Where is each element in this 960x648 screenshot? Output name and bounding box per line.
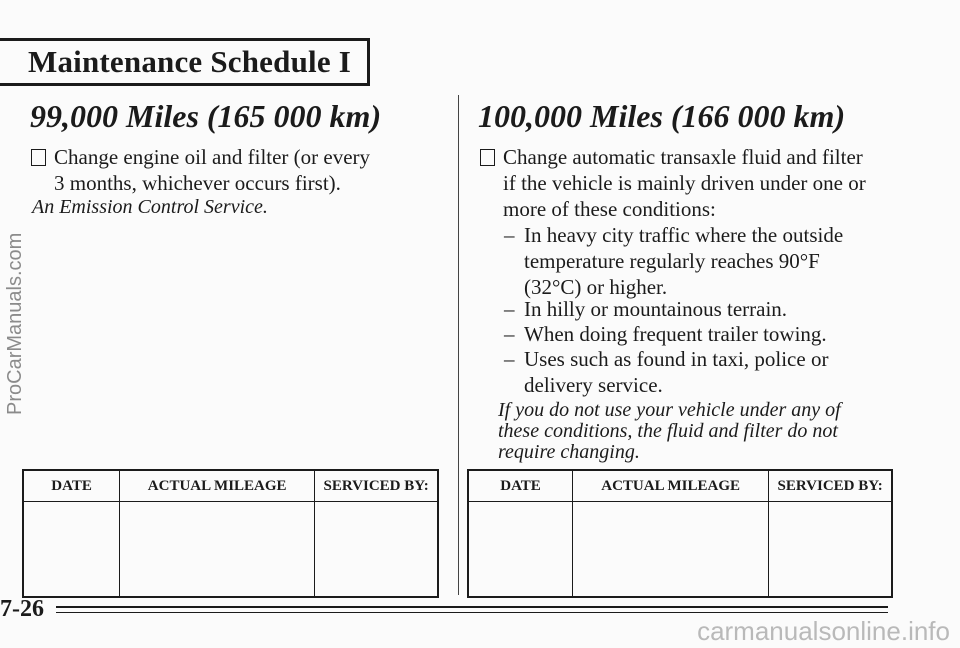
- condition-1-line1: In heavy city traffic where the outside: [524, 223, 844, 247]
- serviced-by-column-header: SERVICED BY:: [769, 470, 892, 502]
- footer-rule: [56, 606, 888, 608]
- serviced-by-column-header: SERVICED BY:: [315, 470, 438, 502]
- serviced-by-entry-cell[interactable]: [769, 502, 892, 598]
- right-note-line3: require changing.: [498, 441, 640, 463]
- bottom-watermark: carmanualsonline.info: [697, 616, 950, 646]
- date-entry-cell[interactable]: [23, 502, 120, 598]
- date-column-header: DATE: [23, 470, 120, 502]
- condition-3: When doing frequent trailer towing.: [524, 322, 827, 346]
- mileage-column-header: ACTUAL MILEAGE: [120, 470, 315, 502]
- condition-4-line1: Uses such as found in taxi, police or: [524, 347, 829, 371]
- condition-2: In hilly or mountainous terrain.: [524, 297, 788, 321]
- right-item-line3: more of these conditions:: [503, 197, 716, 221]
- left-item-line2: 3 months, whichever occurs first).: [54, 171, 341, 195]
- dash-icon: –: [504, 347, 515, 371]
- checkbox-icon: [31, 149, 46, 166]
- left-service-log-table: [22, 469, 439, 598]
- condition-4-line2: delivery service.: [524, 373, 663, 397]
- dash-icon: –: [504, 322, 515, 346]
- mileage-column-header: ACTUAL MILEAGE: [573, 470, 769, 502]
- date-column-header: DATE: [468, 470, 573, 502]
- condition-1-line3: (32°C) or higher.: [524, 275, 668, 299]
- dash-icon: –: [504, 297, 515, 321]
- right-service-log-table: [467, 469, 893, 598]
- condition-1-line2: temperature regularly reaches 90°F: [524, 249, 820, 273]
- mileage-entry-cell[interactable]: [120, 502, 315, 598]
- dash-icon: –: [504, 223, 515, 247]
- page-title: Maintenance Schedule I: [28, 44, 352, 79]
- serviced-by-entry-cell[interactable]: [315, 502, 438, 598]
- right-item-line2: if the vehicle is mainly driven under one or: [503, 171, 866, 195]
- column-divider: [458, 95, 459, 595]
- footer-rule: [56, 612, 888, 613]
- right-item-line1: Change automatic transaxle fluid and filter: [503, 145, 863, 169]
- side-watermark: ProCarManuals.com: [4, 232, 26, 415]
- checkbox-icon: [480, 149, 495, 166]
- mileage-entry-cell[interactable]: [573, 502, 769, 598]
- date-entry-cell[interactable]: [468, 502, 573, 598]
- left-section-heading: 99,000 Miles (165 000 km): [30, 98, 382, 134]
- right-note-line2: these conditions, the fluid and filter do not: [498, 420, 838, 442]
- page-number: 7-26: [0, 596, 44, 622]
- section-header-box: [0, 38, 370, 86]
- left-item-line1: Change engine oil and filter (or every: [54, 145, 371, 169]
- right-note-line1: If you do not use your vehicle under any of: [498, 399, 841, 421]
- left-emission-note: An Emission Control Service.: [32, 196, 268, 218]
- right-section-heading: 100,000 Miles (166 000 km): [478, 98, 846, 134]
